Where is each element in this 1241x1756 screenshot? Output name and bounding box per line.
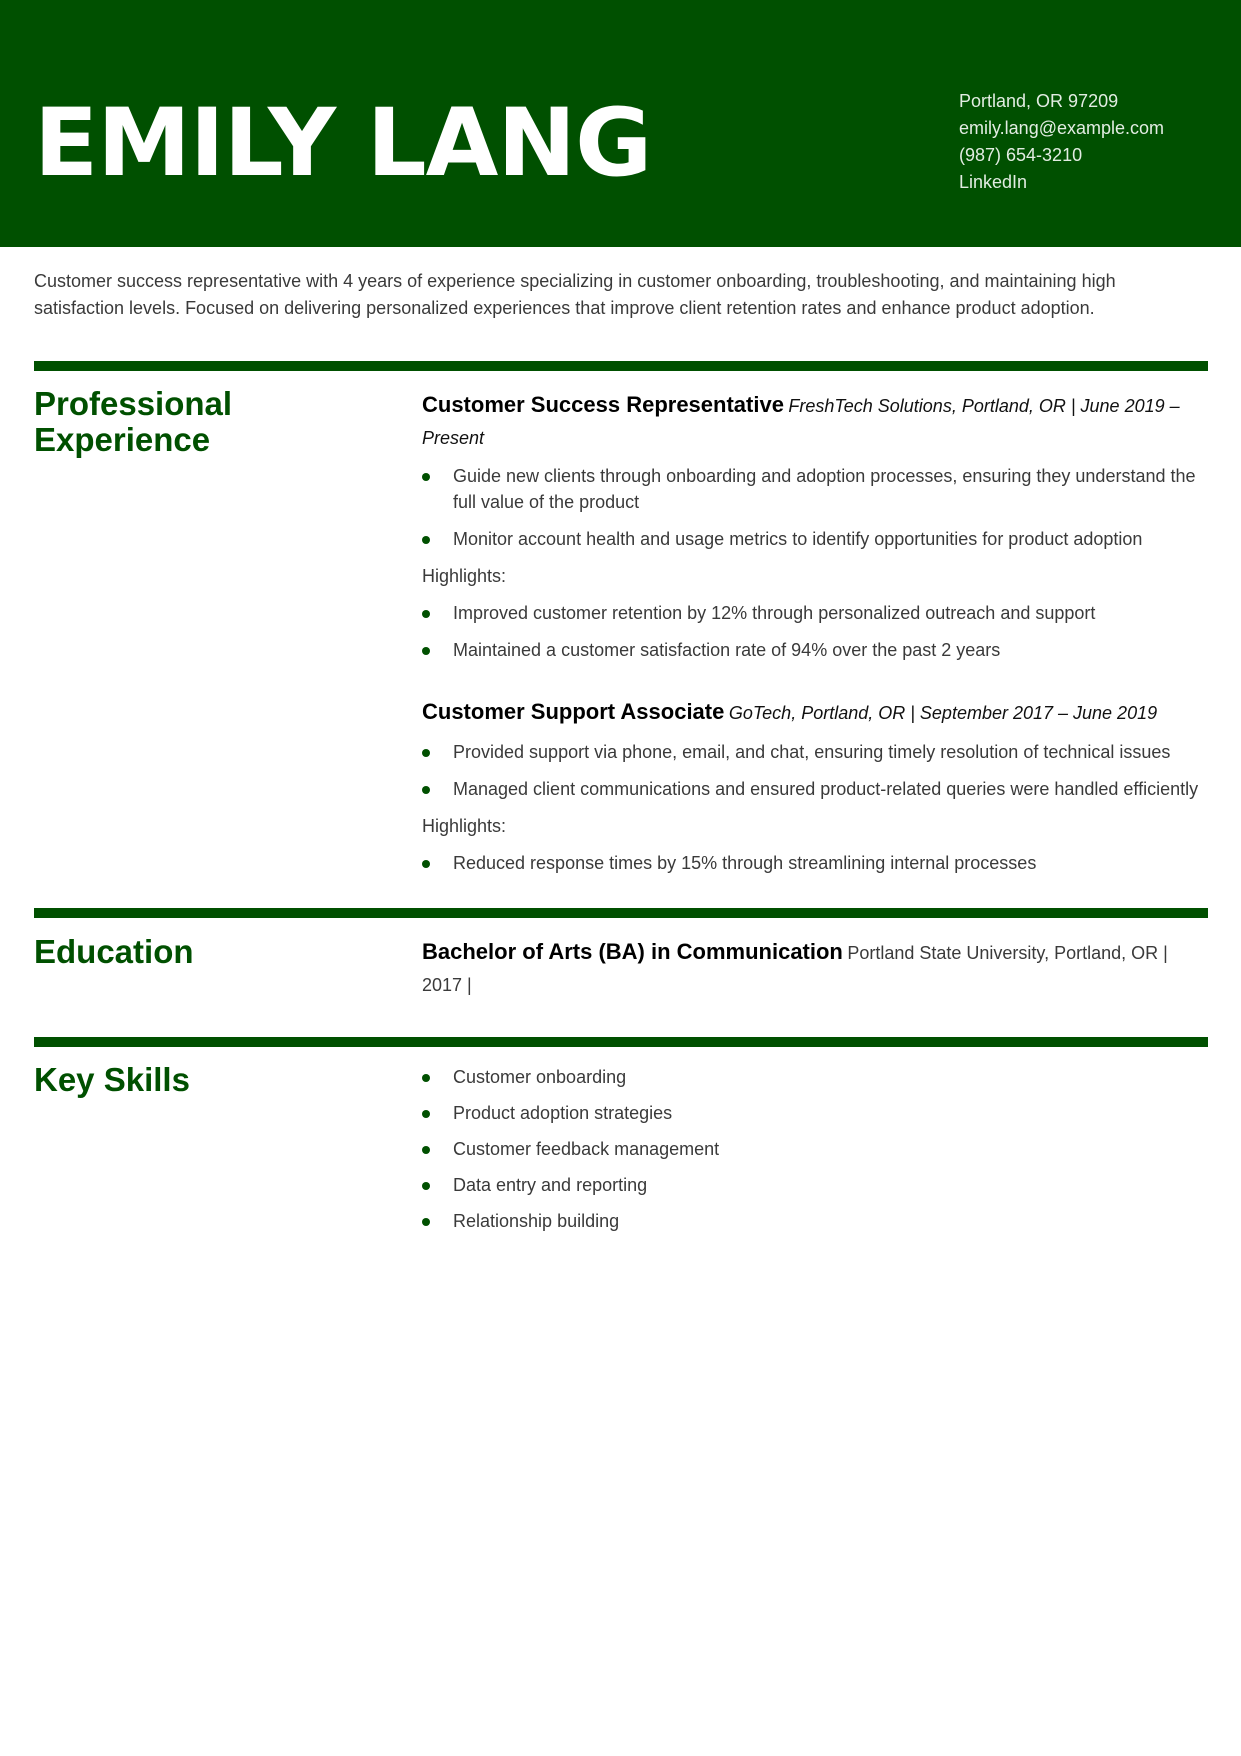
highlights-label: Highlights: (422, 816, 507, 836)
bullet-icon (422, 1074, 430, 1082)
education-header (422, 937, 1212, 1002)
section-title-experience-line2: Experience (34, 421, 211, 458)
contact-linkedin[interactable]: LinkedIn (959, 172, 1028, 192)
candidate-name: EMILY LANG (34, 89, 652, 198)
list-item (422, 1064, 1212, 1090)
list-item (422, 850, 1212, 876)
skills-list-container (422, 1064, 1212, 1234)
bullet-icon (422, 1182, 430, 1190)
job-header (422, 697, 1212, 730)
contact-address: Portland, OR 97209 (959, 91, 1119, 111)
bullet-icon (422, 749, 430, 757)
section-divider-skills (34, 1037, 1208, 1047)
job-meta: FreshTech Solutions, Portland, OR | June 2019 – Present (422, 396, 1180, 448)
bullet-icon (422, 473, 430, 481)
education-entry (422, 937, 1212, 1002)
job-bullets (422, 463, 1212, 552)
skill-text: Data entry and reporting (453, 1175, 648, 1195)
bullet-text: Maintained a customer satisfaction rate of 94% over the past 2 years (453, 640, 1001, 660)
job-highlights (422, 600, 1212, 663)
skill-text: Product adoption strategies (453, 1103, 673, 1123)
bullet-text: Provided support via phone, email, and chat, ensuring timely resolution of technical issues (453, 742, 1171, 762)
job-header (422, 390, 1212, 455)
bullet-icon (422, 610, 430, 618)
list-item (422, 1100, 1212, 1126)
skill-text: Customer feedback management (453, 1139, 720, 1159)
bullet-text: Reduced response times by 15% through streamlining internal processes (453, 853, 1037, 873)
list-item (422, 463, 1212, 515)
section-title-education: Education (34, 933, 194, 970)
bullet-icon (422, 647, 430, 655)
list-item (422, 1208, 1212, 1234)
list-item (422, 1172, 1212, 1198)
degree-title: Bachelor of Arts (BA) in Communication (422, 939, 843, 964)
job-bullets (422, 739, 1212, 802)
job-meta: GoTech, Portland, OR | September 2017 – June 2019 (728, 703, 1158, 723)
contact-phone[interactable]: (987) 654-3210 (959, 145, 1083, 165)
list-item (422, 776, 1212, 802)
header-banner (0, 0, 1241, 247)
summary-text: Customer success representative with 4 years of experience specializing in customer onboarding, troubleshooting, and maintaining high satisfaction levels. Focused on delivering personalized experiences that improve client retention rates and enhance product adoption. (34, 271, 1116, 318)
school-info: Portland State University, Portland, OR | 2017 | (422, 943, 1168, 995)
bullet-icon (422, 536, 430, 544)
job-entry (422, 697, 1212, 876)
skill-text: Customer onboarding (453, 1067, 627, 1087)
skills-list (422, 1064, 1212, 1234)
list-item (422, 600, 1212, 626)
bullet-icon (422, 1218, 430, 1226)
job-title: Customer Success Representative (422, 392, 784, 417)
list-item (422, 739, 1212, 765)
bullet-icon (422, 1146, 430, 1154)
section-title-experience (34, 386, 232, 458)
list-item (422, 637, 1212, 663)
bullet-text: Guide new clients through onboarding and adoption processes, ensuring they understand the full value of the product (453, 466, 1196, 512)
job-highlights (422, 850, 1212, 876)
bullet-text: Improved customer retention by 12% through personalized outreach and support (453, 603, 1096, 623)
section-title-skills: Key Skills (34, 1061, 190, 1098)
section-divider-experience (34, 361, 1208, 371)
section-title-experience-line1: Professional (34, 385, 233, 422)
list-item (422, 1136, 1212, 1162)
section-divider-education (34, 908, 1208, 918)
job-entry (422, 390, 1212, 663)
bullet-text: Managed client communications and ensured product-related queries were handled efficiently (453, 779, 1199, 799)
bullet-text: Monitor account health and usage metrics to identify opportunities for product adoption (453, 529, 1143, 549)
list-item (422, 526, 1212, 552)
job-title: Customer Support Associate (422, 699, 725, 724)
bullet-icon (422, 1110, 430, 1118)
skill-text: Relationship building (453, 1211, 620, 1231)
contact-info (959, 88, 1164, 196)
contact-email[interactable]: emily.lang@example.com (959, 118, 1165, 138)
bullet-icon (422, 786, 430, 794)
highlights-label: Highlights: (422, 566, 507, 586)
bullet-icon (422, 860, 430, 868)
